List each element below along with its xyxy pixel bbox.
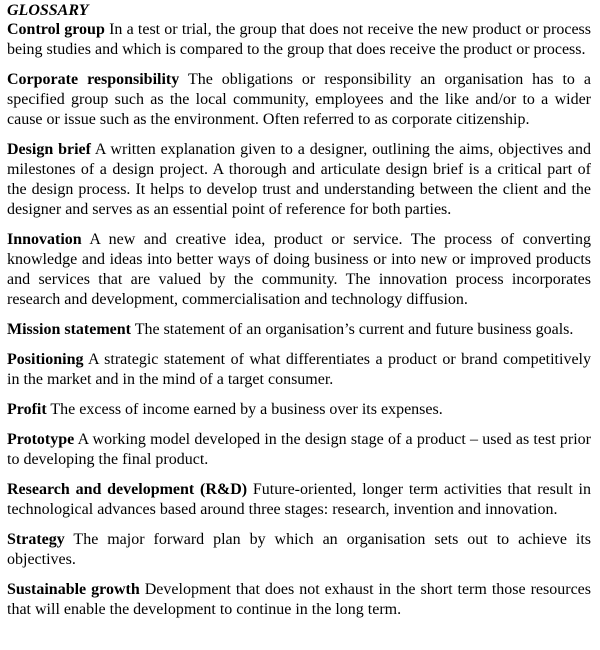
glossary-definition: The excess of income earned by a business over its expenses.	[50, 401, 443, 418]
glossary-term: Control group	[7, 21, 105, 38]
glossary-entry-mission-statement	[7, 320, 591, 340]
glossary-entry-prototype	[7, 430, 591, 470]
glossary-entry-strategy	[7, 530, 591, 570]
glossary-definition: The statement of an organisation’s current and future business goals.	[134, 321, 574, 338]
glossary-definition: A working model developed in the design stage of a product – used as test prior to developing the final product.	[7, 431, 591, 468]
glossary-term: Strategy	[7, 531, 65, 548]
glossary-term: Mission statement	[7, 321, 131, 338]
glossary-definition: Future-oriented, longer term activities that result in technological advances based around three stages: research, invention and innovation.	[7, 481, 591, 518]
glossary-entry-corporate-responsibility	[7, 70, 591, 130]
glossary-entry-research-and-development	[7, 480, 591, 520]
glossary-entry-sustainable-growth	[7, 580, 591, 620]
glossary-term: Research and development (R&D)	[7, 481, 248, 498]
glossary-term: Prototype	[7, 431, 75, 448]
glossary-term: Innovation	[7, 231, 82, 248]
glossary-definition: The obligations or responsibility an organisation has to a specified group such as the local community, employees and the like and/or to a wider cause or issue such as the environment. Often referred to as corporate citizenship.	[7, 71, 592, 128]
glossary-definition: A written explanation given to a designer, outlining the aims, objectives and milestones of a design project. A thorough and articulate design brief is a critical part of the design process. It helps to develop trust and understanding between the client and the designer and serves as an essential point of reference for both parties.	[7, 141, 591, 218]
glossary-entry-innovation	[7, 230, 591, 310]
glossary-entry-positioning	[7, 350, 591, 390]
glossary-definition: A strategic statement of what differentiates a product or brand competitively in the market and in the mind of a target consumer.	[7, 351, 591, 388]
glossary-entry-control-group	[7, 20, 591, 60]
glossary-definition: The major forward plan by which an organisation sets out to achieve its objectives.	[7, 531, 591, 568]
glossary-term: Positioning	[7, 351, 84, 368]
glossary-term: Sustainable growth	[7, 581, 140, 598]
glossary-entry-design-brief	[7, 140, 591, 220]
glossary-term: Corporate responsibility	[7, 71, 180, 88]
glossary-title: GLOSSARY	[7, 2, 89, 19]
glossary-definition: A new and creative idea, product or service. The process of converting knowledge and ideas into better ways of doing business or into new or improved products and services that are valued by the community. The innovation process incorporates research and development, commercialisation and technology diffusion.	[7, 231, 591, 308]
glossary-definition: In a test or trial, the group that does not receive the new product or process being studies and which is compared to the group that does receive the product or process.	[7, 21, 592, 58]
glossary-term: Profit	[7, 401, 47, 418]
glossary-definition: Development that does not exhaust in the short term those resources that will enable the development to continue in the long term.	[7, 581, 592, 618]
glossary-entry-profit	[7, 400, 591, 420]
glossary-term: Design brief	[7, 141, 91, 158]
